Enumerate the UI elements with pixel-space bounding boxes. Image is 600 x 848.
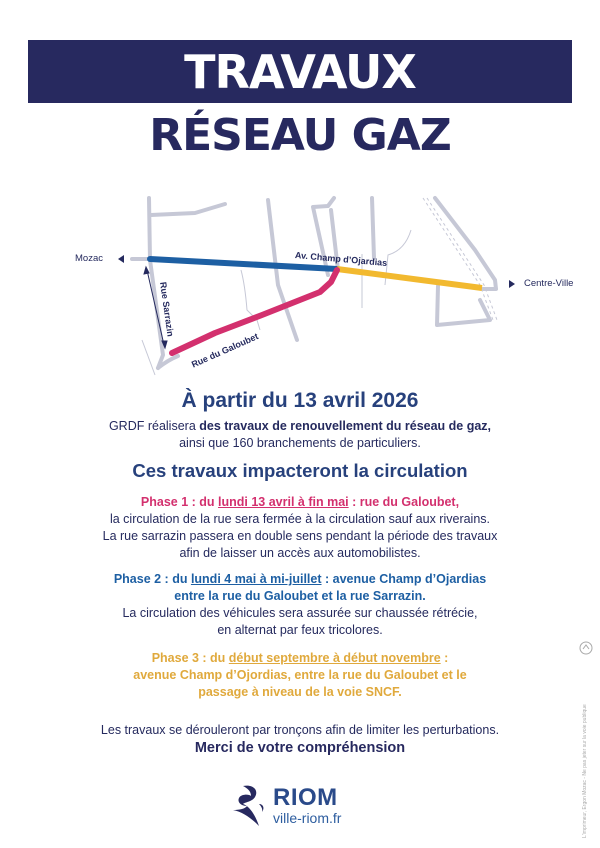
- printer-note: L'imprimeur, Ergon Mozac - Ne pas jeter sur la voie publique: [582, 704, 588, 838]
- phase-2-line: La circulation des véhicules sera assurée sur chaussée rétrécie,: [122, 606, 478, 620]
- phase-3-location: :: [440, 651, 449, 665]
- phase-3: [0, 650, 600, 701]
- phase-1-line: La rue sarrazin passera en double sens pendant la période des travaux: [102, 529, 498, 543]
- works-map: [0, 190, 600, 380]
- phase-1-label: Phase 1 : du: [140, 495, 219, 509]
- title-banner: [28, 40, 572, 103]
- phase-1-line: afin de laisser un accès aux automobilistes.: [179, 546, 421, 560]
- phase-3-period: début septembre à début novembre: [228, 651, 441, 665]
- phase-2-period: lundi 4 mai à mi-juillet: [190, 572, 322, 586]
- phase-1: [0, 494, 600, 562]
- map-label-rue-galoubet: Rue du Galoubet: [189, 331, 260, 370]
- closing-text: Les travaux se dérouleront par tronçons afin de limiter les perturbations.: [100, 723, 500, 737]
- thanks-text: Merci de votre compréhension: [194, 740, 406, 756]
- impact-heading: Ces travaux impacteront la circulation: [132, 460, 468, 481]
- phase-1-location: : rue du Galoubet,: [348, 495, 460, 509]
- arrow-right-icon: [509, 280, 515, 288]
- phase-2: [0, 571, 600, 639]
- phase-2-title: [0, 571, 600, 588]
- map-label-centre-ville: Centre-Ville: [524, 278, 574, 289]
- logo-url[interactable]: ville-riom.fr: [273, 810, 342, 826]
- intro-prefix: GRDF réalisera: [108, 419, 200, 433]
- riom-logo: [229, 782, 359, 832]
- start-date-heading: À partir du 13 avril 2026: [181, 389, 419, 412]
- phase-2-location-2: entre la rue du Galoubet et la rue Sarrazin.: [174, 589, 426, 603]
- phase-3-title: [0, 650, 600, 667]
- intro-line-1: [0, 418, 600, 435]
- railway-line: [423, 198, 497, 320]
- phase-1-line: la circulation de la rue sera fermée à la circulation sauf aux riverains.: [109, 512, 491, 526]
- phase3-route: [337, 269, 482, 288]
- phase-3-label: Phase 3 : du: [151, 651, 229, 665]
- riom-logo-icon: [229, 782, 269, 832]
- intro-line-2: ainsi que 160 branchements de particuliers.: [179, 436, 421, 450]
- page-subtitle: RÉSEAU GAZ: [149, 110, 451, 161]
- thin-streets: [142, 230, 411, 375]
- phase-1-period: lundi 13 avril à fin mai: [218, 495, 349, 509]
- phase-3-location-3: passage à niveau de la voie SNCF.: [198, 685, 402, 699]
- arrow-left-icon: [118, 255, 124, 263]
- phase-3-location-2: avenue Champ d’Ojordias, entre la rue du Galoubet et le: [133, 668, 467, 682]
- logo-wordmark: RIOM: [273, 784, 338, 811]
- phase-2-location: : avenue Champ d’Ojardias: [321, 572, 487, 586]
- phase-1-title: [0, 494, 600, 511]
- page-title: TRAVAUX: [184, 44, 416, 99]
- map-label-rue-sarrazin: Rue Sarrazin: [158, 281, 176, 338]
- intro-text: [0, 418, 600, 452]
- map-drawing: [0, 190, 600, 380]
- map-label-av-champ: Av. Champ d’Ojardias: [294, 250, 388, 269]
- phase-2-label: Phase 2 : du: [113, 572, 191, 586]
- phase-2-line: en alternat par feux tricolores.: [217, 623, 383, 637]
- map-label-mozac: Mozac: [75, 253, 103, 264]
- intro-bold: des travaux de renouvellement du réseau de gaz,: [199, 419, 492, 433]
